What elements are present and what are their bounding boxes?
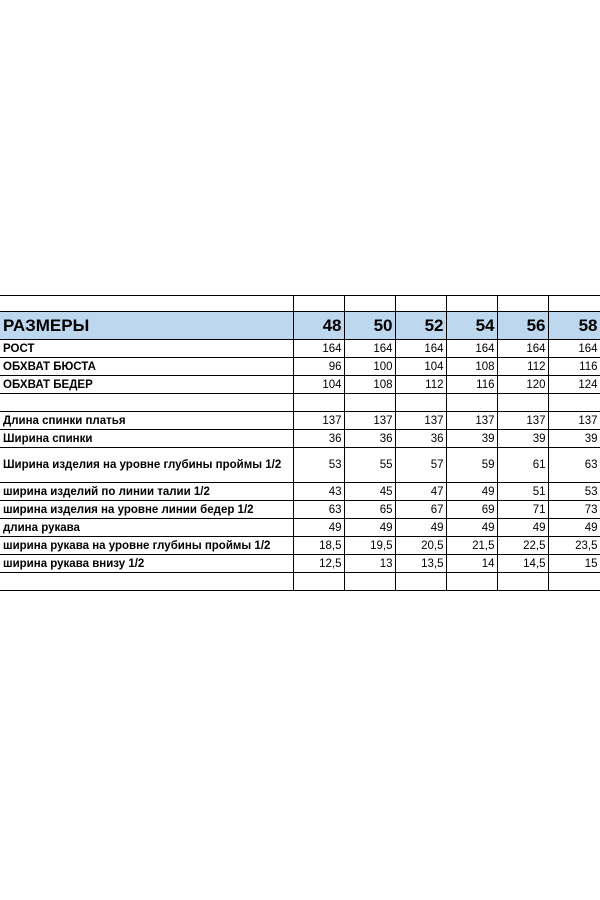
cell-value: 49 [446,519,497,537]
cell-value: 137 [293,412,344,430]
row-label: ОБХВАТ БЕДЕР [0,376,293,394]
cell-value: 39 [497,430,548,448]
cell-value: 22,5 [497,537,548,555]
cell-value: 124 [548,376,600,394]
cell-value: 164 [395,340,446,358]
cell-value: 120 [497,376,548,394]
cell-value: 49 [395,519,446,537]
blank-row [0,573,600,591]
table-row [0,358,600,376]
cell-value: 108 [344,376,395,394]
cell-value: 137 [395,412,446,430]
cell-value: 51 [497,483,548,501]
table-row [0,501,600,519]
cell-value: 61 [497,448,548,483]
table-row [0,519,600,537]
table-row [0,430,600,448]
cell-value: 164 [293,340,344,358]
cell-value: 137 [446,412,497,430]
size-header: 48 [293,312,344,340]
cell-value: 164 [548,340,600,358]
size-header: 50 [344,312,395,340]
cell-value: 49 [344,519,395,537]
table-row [0,412,600,430]
row-label: ширина изделия на уровне линии бедер 1/2 [0,501,293,519]
cell-value: 13 [344,555,395,573]
cell-value: 69 [446,501,497,519]
row-label: ширина рукава на уровне глубины проймы 1/2 [0,537,293,555]
header-label: РАЗМЕРЫ [0,312,293,340]
row-label: РОСТ [0,340,293,358]
cell-value: 63 [548,448,600,483]
table-row [0,555,600,573]
cell-value: 164 [497,340,548,358]
table-row [0,448,600,483]
cell-value: 49 [548,519,600,537]
cell-value: 49 [293,519,344,537]
cell-value: 39 [446,430,497,448]
cell-value: 100 [344,358,395,376]
cell-value: 36 [344,430,395,448]
row-label: длина рукава [0,519,293,537]
table-row [0,340,600,358]
cell-value: 71 [497,501,548,519]
row-label: ширина изделий по линии талии 1/2 [0,483,293,501]
table-row [0,537,600,555]
cell-value: 36 [293,430,344,448]
row-label: ширина рукава внизу 1/2 [0,555,293,573]
cell-value: 104 [395,358,446,376]
cell-value: 104 [293,376,344,394]
size-header: 58 [548,312,600,340]
cell-value: 63 [293,501,344,519]
cell-value: 23,5 [548,537,600,555]
row-label: ОБХВАТ БЮСТА [0,358,293,376]
cell-value: 36 [395,430,446,448]
cell-value: 137 [497,412,548,430]
cell-value: 116 [446,376,497,394]
cell-value: 137 [344,412,395,430]
cell-value: 96 [293,358,344,376]
size-table [0,295,600,591]
table-row [0,376,600,394]
size-header: 56 [497,312,548,340]
cell-value: 20,5 [395,537,446,555]
cell-value: 47 [395,483,446,501]
row-label: Длина спинки платья [0,412,293,430]
row-label: Ширина спинки [0,430,293,448]
table-row [0,483,600,501]
cell-value: 13,5 [395,555,446,573]
row-label: Ширина изделия на уровне глубины проймы 1/2 [0,448,293,483]
cell-value: 112 [497,358,548,376]
cell-value: 43 [293,483,344,501]
cell-value: 55 [344,448,395,483]
size-header: 52 [395,312,446,340]
cell-value: 39 [548,430,600,448]
cell-value: 45 [344,483,395,501]
size-chart [0,295,600,591]
cell-value: 15 [548,555,600,573]
blank-row [0,394,600,412]
cell-value: 14,5 [497,555,548,573]
blank-row [0,296,600,312]
header-row [0,312,600,340]
cell-value: 164 [446,340,497,358]
cell-value: 53 [548,483,600,501]
cell-value: 14 [446,555,497,573]
cell-value: 112 [395,376,446,394]
cell-value: 49 [497,519,548,537]
cell-value: 164 [344,340,395,358]
cell-value: 53 [293,448,344,483]
cell-value: 19,5 [344,537,395,555]
cell-value: 137 [548,412,600,430]
cell-value: 65 [344,501,395,519]
cell-value: 12,5 [293,555,344,573]
cell-value: 59 [446,448,497,483]
cell-value: 108 [446,358,497,376]
cell-value: 49 [446,483,497,501]
cell-value: 57 [395,448,446,483]
cell-value: 18,5 [293,537,344,555]
size-header: 54 [446,312,497,340]
cell-value: 21,5 [446,537,497,555]
cell-value: 73 [548,501,600,519]
cell-value: 116 [548,358,600,376]
cell-value: 67 [395,501,446,519]
